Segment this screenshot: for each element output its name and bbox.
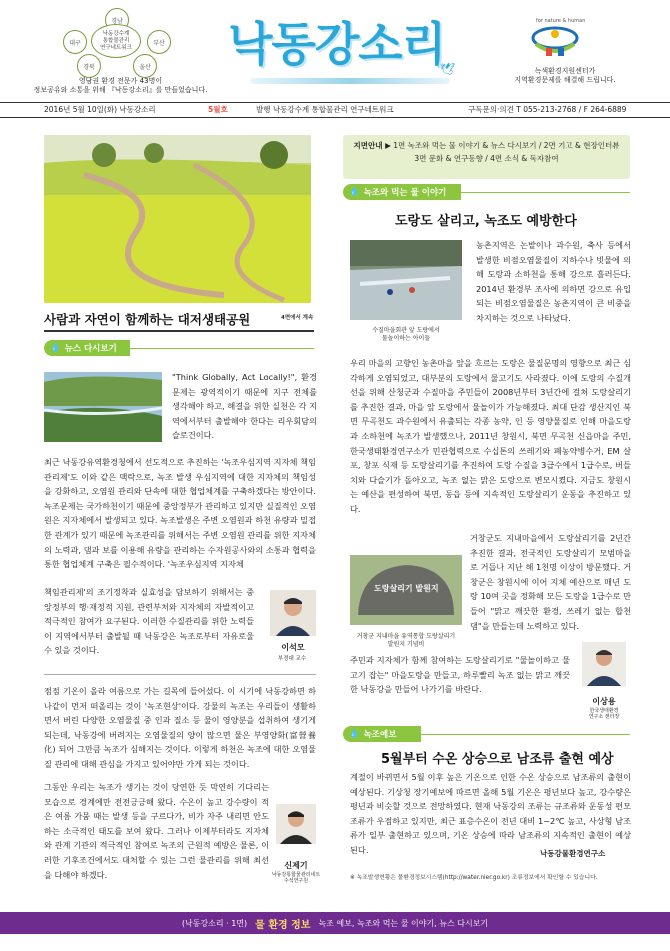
photo-caption: 거창군 지내마을 유역통합 도랑살리기 발원지 기념비 — [356, 633, 456, 648]
drop-icon: 💧 — [349, 729, 360, 739]
masthead-title: 낙동강소리 — [228, 17, 446, 71]
issue-date: 2016년 5월 10일(화) 낙동강소리 — [44, 105, 156, 114]
algae-water-label: 녹조와 먹는 물 이야기 — [363, 188, 447, 198]
toc-line-2[interactable]: 3면 문화 & 연구동향 / 4면 소식 & 독자참여 — [414, 154, 559, 163]
toc-prefix: 지면안내 ▶ — [353, 141, 391, 150]
author-name: 이상용 — [592, 697, 616, 706]
emblem-node-gyeongnam: 경남 — [105, 8, 129, 32]
author-portrait — [276, 804, 316, 844]
story-forecast-title[interactable]: 5월부터 수온 상승으로 남조류 출현 예상 — [381, 752, 614, 767]
algae-water-tab — [343, 184, 461, 200]
photo-caption: 수질마을회관 앞 도랑에서 물놀이하는 아이들 — [372, 327, 440, 342]
author-role: 낙동강통합물관리네트 수석연구원 — [271, 872, 321, 884]
forecast-signature: 낙동강물환경연구소 — [540, 849, 606, 858]
story-locally-body: 최근 낙동강유역환경청에서 선도적으로 추진하는 '녹조우심지역 지자체 책임관리제'도 이와 같은 맥락으로, 녹조 발생 우심지역에 대한 지자체의 책임성을 강화하고, 오염원 관리와 단속에 대한 협업체계를 구축하겠다는 방안이다. 녹조문제는 국가하천이기 때문에 중앙정부가 관리하고 있지만 실질적인 오염원은 지자체에서 발생되고 있다. 녹조발생은 주변 오염원과 하천 유량과 밀접한 관계가 있기 때문에 녹조관리를 위해서는 주변 오염원 관리를 위한 지자체의 노력과, 댐과 보를 이용해 유량을 관리하는 수자원공사와의 소통과 협력을 통한 협업체계 구축은 필수적이다. '녹조우심지역 지자체 — [44, 457, 316, 570]
network-emblem — [55, 8, 175, 76]
ditch-kids-photo — [350, 240, 462, 320]
toc-line-1[interactable]: 1면 녹조와 먹는 물 이야기 & 뉴스 다시보기 / 2면 기고 & 현장인터뷰 — [393, 141, 620, 150]
publisher: 발행 낙동강수계 통합물관리 연구네트워크 — [256, 105, 394, 114]
algae-forecast-tab — [343, 726, 421, 742]
story-geochang-tail: 주민과 지자체가 함께 참여하는 도랑살리기로 "물놀이하고 물고기 잡는" 마을도랑을 만들고, 하루빨리 녹조 없는 맑고 깨끗한 낙동강을 만들어 나가기를 바란다. — [350, 655, 570, 695]
issue-info-bar — [0, 102, 670, 118]
author-name: 신제기 — [284, 861, 308, 870]
section-rule — [415, 734, 630, 735]
logo-slogan: for nature & human — [536, 18, 586, 24]
footer-prefix: (낙동강소리 · 1면) — [181, 918, 248, 928]
emblem-node-gyeongbuk: 경북 — [77, 54, 101, 78]
title-underline — [44, 330, 314, 332]
bird-icon: 🕊 — [440, 62, 456, 76]
story-ditch-title[interactable]: 도랑도 살리고, 녹조도 예방한다 — [395, 214, 577, 229]
story-eco-park-title[interactable]: 사람과 자연이 함께하는 대저생태공원 — [44, 312, 251, 327]
eco-park-photo — [44, 135, 311, 303]
story-algae-body: 점점 기온이 올라 여름으로 가는 길목에 들어섰다. 이 시기에 낙동강하면 하나같이 먼저 떠올리는 것이 '녹조현상'이다. 강물의 녹조는 우리들이 생활하면서 버린 다양한 오염물질 중 인과 질소 등 물이 영양분을 섭취하여 생기게 되는데, 낙동강에 버려지는 오염물질의 양이 많으면 물은 부영양화(富營養化) 되어 그만큼 녹조가 심해지는 것이다. 이렇게 하천은 녹조에 대한 오염물질 관리에 대해 관심을 가지고 있어야만 가게 되는 것이다. — [44, 686, 316, 769]
table-of-contents — [343, 135, 630, 179]
story-ditch-body: 우리 마을의 고향인 농촌마을 앞을 흐르는 도랑은 물질문명의 영향으로 최근 심각하게 오염되었고, 대부분의 도랑에서 물고기도 사라졌다. 이에 도랑의 수질개선을 위해 산청군과 수질마을 주민들이 2008년부터 3년간에 걸쳐 도랑살리기를 추진한 결과, 마을 앞 도랑에서 물놀이가 가능해졌다. 최대 단감 생산지인 북면 무곡천도 과수원에서 유출되는 각종 농약, 인 등 영양물질로 인해 마을도랑과 소하천에 녹조가 발생했으나, 2011년 창원시, 북면 무곡천 신읍마을 주민, 한국생태환경연구소가 민관협력으로 수십톤의 쓰레기와 폐농약병수거, EM 살포, 창포 식재 등 도랑살리기를 추진하여 도랑 수질을 3급수에서 1급수로, 버들치와 다슬기가 돌아오고, 녹조 없는 맑은 도랑으로 변모시켰다. 지금도 창원시는 예산을 편성하여 북면, 동읍 등에 지속적인 도랑살리기 운동을 추진하고 있다. — [350, 358, 631, 514]
stone-inscription: 도랑살리기 발원지 — [374, 583, 439, 593]
wave-decoration — [250, 78, 450, 84]
story-locally-tail: 책임관리제'의 조기정착과 실효성을 담보하기 위해서는 중앙정부의 행·재정적 지원, 관련부처와 지자체의 자발적이고 적극적인 참여가 요구된다. 이러한 수질관리를 위한 노력들이 지역에서부터 출발될 때 낙동강은 녹조로부터 자유로울 수 있을 것이다. — [44, 587, 254, 656]
drop-icon: 💧 — [349, 187, 360, 197]
author-portrait — [270, 590, 316, 636]
news-review-label: 뉴스 다시보기 — [64, 344, 117, 354]
story-algae-tail: 그동안 우리는 녹조가 생기는 것이 당연한 듯 막연히 기다리는 모습으로 경계에만 전전긍긍해 왔다. 수온이 높고 강수량이 적은 여름 가뭄 때는 발생 등을 구르다가, 비가 자주 내리면 안도하는 소극적인 태도를 보여 왔다. 그러나 이제부터라도 지자체와 관계 기관의 적극적인 참여로 녹조의 근원적 예방은 물론, 이러한 기후조건에서도 대처할 수 있는 그런 물관리를 위해 최선을 다해야 하겠다. — [44, 782, 269, 880]
emblem-node-ulsan: 울산 — [133, 54, 157, 78]
author-role: 부경대 교수 — [277, 656, 307, 662]
memorial-stone-photo — [350, 555, 462, 625]
footer-highlight: 물 환경 정보 — [255, 919, 311, 931]
contact-info: 구독문의·의견 T 055-213-2768 / F 264-6889 — [468, 105, 627, 114]
section-rule — [455, 192, 630, 193]
author-portrait — [582, 642, 626, 686]
story-ditch-lead: 농촌지역은 논밭이나 과수원, 축사 등에서 발생한 비점오염물질이 지하수나 빗물에 의해 도랑과 소하천을 통해 강으로 흘러든다. 2014년 환경부 조사에 의하면 강으로 유입되는 비점오염물질은 농촌지역이 큰 비중을 차지하는 것으로 나타났다. — [476, 240, 631, 323]
section-rule — [124, 348, 314, 349]
masthead-tagline: 영남권 환경 전문가 43명이 정보공유와 소통을 위해 『낙동강소리』를 만들었습니다. — [33, 77, 208, 94]
green-center-logo-icon — [520, 22, 590, 62]
author-name: 이석모 — [281, 643, 305, 652]
river-photo — [44, 372, 162, 442]
footer-suffix: 녹조 예보, 녹조와 먹는 물 이야기, 뉴스 다시보기 — [318, 918, 489, 928]
author-role: 한국생태환경 연구소 센터장 — [588, 708, 620, 720]
story-forecast-body: 계절이 바뀌면서 5월 이후 높은 기온으로 인한 수온 상승으로 남조류의 출현이 예상된다. 기상청 장기예보에 따르면 올해 5월 기온은 평년보다 높고, 강수량은 평년과 비슷할 것으로 전망하였다. 현재 낙동강의 조류는 규조류와 운동성 편모조류가 우점하고 있지만, 최근 표층수온이 전년 대비 1~2℃ 높고, 사상형 남조류가 일부 출현하고 있으며, 기온 상승에 따라 남조류의 지속적인 출현이 예상된다. — [350, 772, 631, 855]
story-geochang-lead: 거창군도 지내마을에서 도랑살리기를 2년간 추진한 결과, 전국적인 도랑살리기 모범마을로 거듭나 지난 해 1천명 이상이 방문했다. 거창군은 창원시에 이어 지체 예산으로 매년 도랑 10여 곳을 정화해 모든 도랑을 1급수로 만들어 "맑고 깨끗한 환경, 쓰레기 없는 합천댐"을 만들는데 노력하고 있다. — [470, 533, 631, 631]
article-divider — [44, 674, 316, 675]
algae-forecast-label: 녹조예보 — [363, 730, 397, 740]
emblem-node-busan: 부산 — [147, 30, 171, 54]
emblem-node-daegu: 대구 — [63, 30, 87, 54]
issue-number: 5월호 — [208, 105, 228, 114]
drop-icon: 💧 — [50, 343, 61, 353]
story-locally-lead: "Think Globally, Act Locally!", 환경문제는 광역적이기 때문에 지구 전체를 생각해야 하고, 해결을 위한 실천은 각 지역에서부터 출발해야 한다는 리우회담의 슬로건이다. — [172, 372, 317, 441]
news-review-tab — [44, 340, 130, 356]
water-info-footnote[interactable]: ※ 녹조발생현황은 물환경정보시스템(http://water.nier.go.kr) 조류정보에서 확인할 수 있습니다. — [350, 875, 598, 881]
continue-page-4-link[interactable]: 4면에서 계속 — [281, 315, 314, 321]
emblem-center-label: 낙동강수계 통합물관리 연구네트워크 — [91, 24, 141, 58]
page-footer — [0, 912, 670, 934]
logo-caption: 녹색환경지원센터가 지역환경문제를 해결해 드립니다. — [514, 67, 616, 84]
